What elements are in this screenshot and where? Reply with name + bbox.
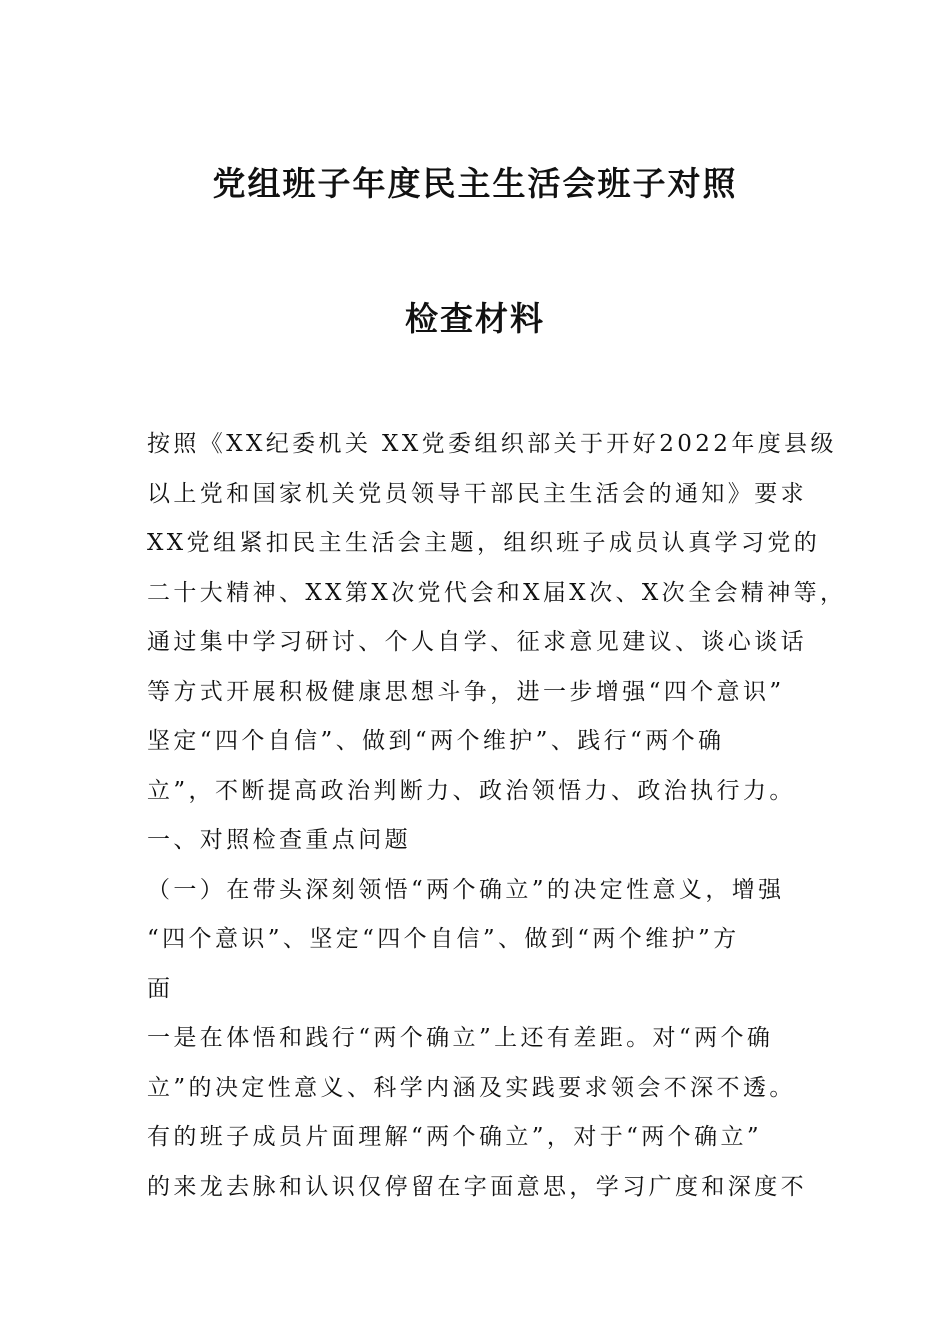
body-line: 立”的决定性意义、科学内涵及实践要求领会不深不透。 xyxy=(147,1074,796,1101)
body-line: 等方式开展积极健康思想斗争，进一步增强“四个意识” xyxy=(147,678,785,705)
subsection-heading: （一）在带头深刻领悟“两个确立”的决定性意义，增强 xyxy=(147,876,785,903)
subsection-heading: “四个意识”、坚定“四个自信”、做到“两个维护”方 xyxy=(147,926,740,952)
body-line: 的来龙去脉和认识仅停留在字面意思，学习广度和深度不 xyxy=(147,1173,807,1200)
body-line: 一是在体悟和践行“两个确立”上还有差距。对“两个确 xyxy=(147,1025,774,1051)
body-line: 通过集中学习研讨、个人自学、征求意见建议、谈心谈话 xyxy=(147,629,807,655)
body-line: 立”，不断提高政治判断力、政治领悟力、政治执行力。 xyxy=(147,777,796,804)
body-line: 按照《XX纪委机关 XX党委组织部关于开好2022年度县级 xyxy=(147,431,837,457)
document-body xyxy=(147,420,847,1212)
section-heading: 一、对照检查重点问题 xyxy=(147,827,411,853)
body-line: XX党组紧扣民主生活会主题，组织班子成员认真学习党的 xyxy=(147,530,821,556)
subsection-heading: 面 xyxy=(147,975,174,1002)
document-title-line-2: 检查材料 xyxy=(405,299,545,338)
body-line: 以上党和国家机关党员领导干部民主生活会的通知》要求 xyxy=(147,480,807,507)
body-line: 坚定“四个自信”、做到“两个维护”、践行“两个确 xyxy=(147,728,725,754)
body-line: 有的班子成员片面理解“两个确立”，对于“两个确立” xyxy=(147,1124,763,1150)
body-line: 二十大精神、XX第X次党代会和X届X次、X次全会精神等， xyxy=(147,579,847,606)
document-title-line-1: 党组班子年度民主生活会班子对照 xyxy=(212,164,738,203)
